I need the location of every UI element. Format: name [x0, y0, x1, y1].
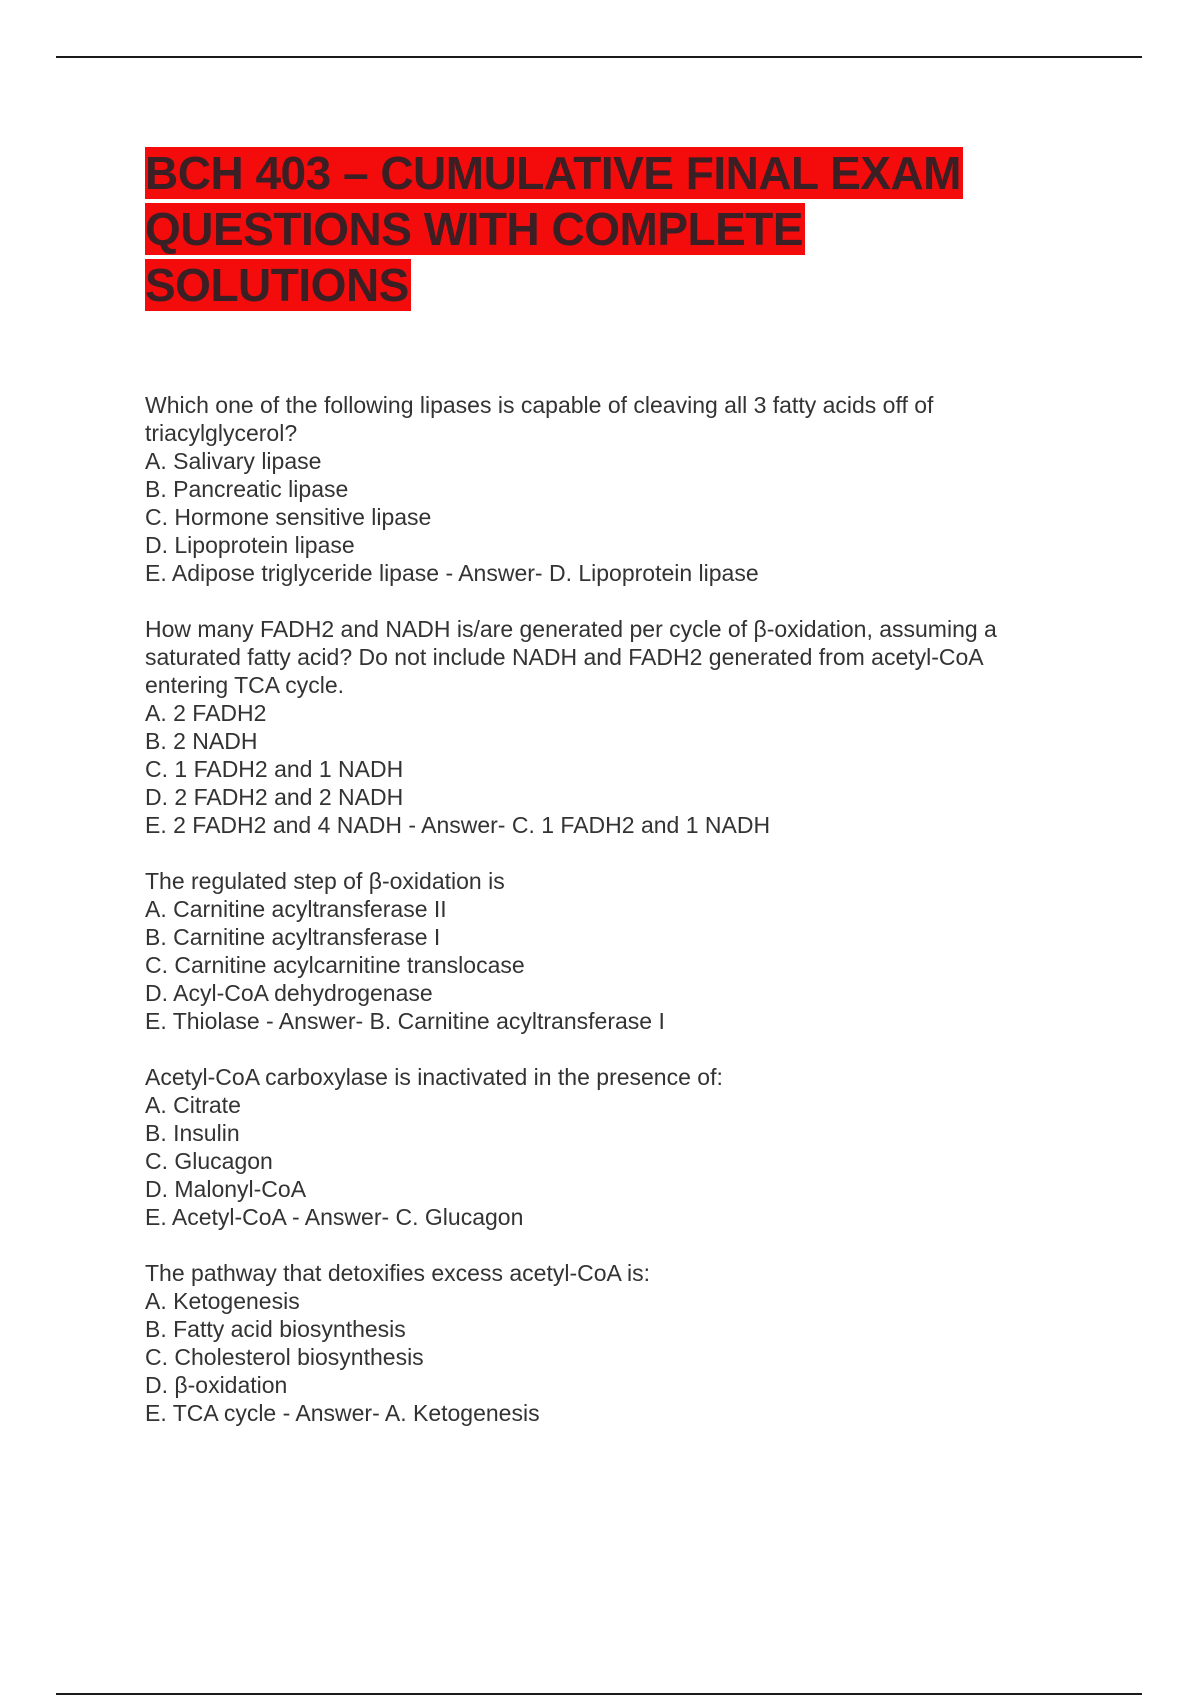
question-option: B. Carnitine acyltransferase I	[145, 924, 441, 950]
question-option-with-answer: E. Thiolase - Answer- B. Carnitine acyltransferase I	[145, 1008, 665, 1034]
question-option: A. Carnitine acyltransferase II	[145, 896, 447, 922]
question-1	[145, 391, 1065, 587]
question-option: B. Pancreatic lipase	[145, 476, 349, 502]
question-option: C. Carnitine acylcarnitine translocase	[145, 952, 525, 978]
question-option: A. Citrate	[145, 1092, 241, 1118]
question-stem: Which one of the following lipases is capable of cleaving all 3 fatty acids off of triacylglycerol?	[145, 392, 940, 446]
question-option-with-answer: E. 2 FADH2 and 4 NADH - Answer- C. 1 FADH2 and 1 NADH	[145, 812, 771, 838]
question-option: D. Acyl-CoA dehydrogenase	[145, 980, 433, 1006]
question-option-with-answer: E. TCA cycle - Answer- A. Ketogenesis	[145, 1400, 540, 1426]
question-4	[145, 1063, 1065, 1231]
question-3	[145, 867, 1065, 1035]
question-option: B. Fatty acid biosynthesis	[145, 1316, 406, 1342]
title-highlight: BCH 403 – CUMULATIVE FINAL EXAM QUESTIONS WITH COMPLETE SOLUTIONS	[145, 147, 962, 311]
question-option: A. Salivary lipase	[145, 448, 322, 474]
document-title	[145, 145, 1065, 313]
question-option: D. 2 FADH2 and 2 NADH	[145, 784, 404, 810]
question-option: C. Hormone sensitive lipase	[145, 504, 432, 530]
question-2	[145, 615, 1065, 839]
question-option: B. Insulin	[145, 1120, 240, 1146]
question-option: B. 2 NADH	[145, 728, 258, 754]
question-option: D. β-oxidation	[145, 1372, 288, 1398]
question-option: A. Ketogenesis	[145, 1288, 300, 1314]
question-stem: How many FADH2 and NADH is/are generated per cycle of β-oxidation, assuming a saturated fatty acid? Do not include NADH and FADH2 generated from acetyl-CoA entering TCA cycle.	[145, 616, 1004, 698]
question-option-with-answer: E. Adipose triglyceride lipase - Answer- D. Lipoprotein lipase	[145, 560, 759, 586]
question-option: C. Glucagon	[145, 1148, 273, 1174]
question-stem: The pathway that detoxifies excess acetyl-CoA is:	[145, 1260, 650, 1286]
question-option: D. Lipoprotein lipase	[145, 532, 355, 558]
question-option: C. 1 FADH2 and 1 NADH	[145, 756, 404, 782]
document-body	[145, 145, 1065, 1455]
question-option: C. Cholesterol biosynthesis	[145, 1344, 424, 1370]
question-option: D. Malonyl-CoA	[145, 1176, 307, 1202]
question-stem: Acetyl-CoA carboxylase is inactivated in the presence of:	[145, 1064, 723, 1090]
footer-rule	[56, 1693, 1142, 1695]
question-option: A. 2 FADH2	[145, 700, 267, 726]
question-stem: The regulated step of β-oxidation is	[145, 868, 505, 894]
header-rule	[56, 56, 1142, 58]
question-list	[145, 391, 1065, 1427]
question-option-with-answer: E. Acetyl-CoA - Answer- C. Glucagon	[145, 1204, 524, 1230]
question-5	[145, 1259, 1065, 1427]
